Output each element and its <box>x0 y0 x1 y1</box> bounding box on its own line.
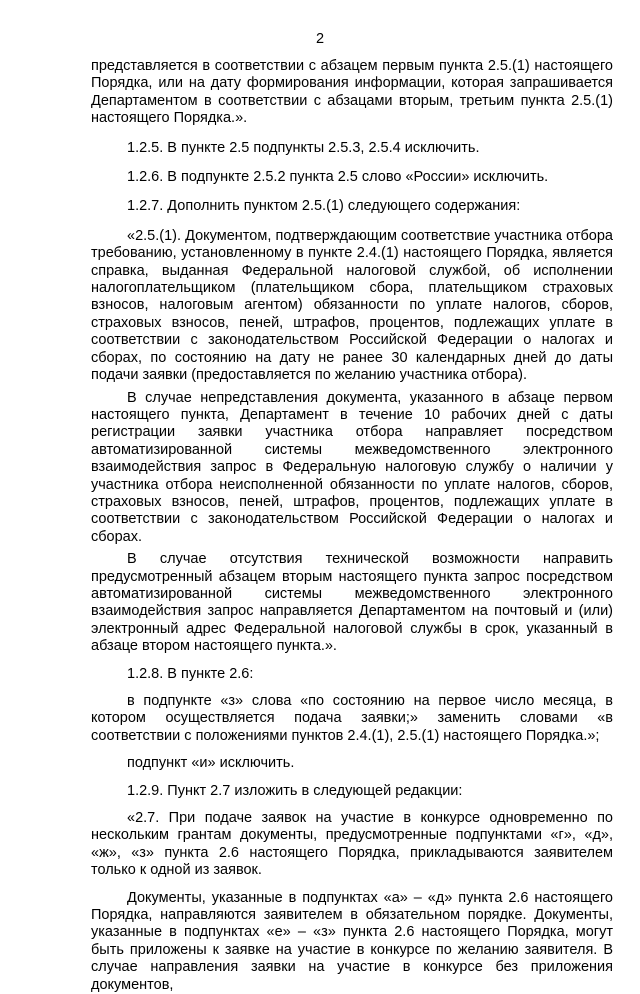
paragraph-subpoint-z: в подпункте «з» слова «по состоянию на первое число месяца, в котором осуществляется подача заявки;» заменить словами «в соответствии с положениями пунктов 2.4.(1), 2.5.(1) настоящего Порядка.»; <box>91 693 613 744</box>
paragraph-continuation: представляется в соответствии с абзацем первым пункта 2.5.(1) настоящего Порядка, или на дату формирования информации, которая запрашивается Департаментом в соответствии с абзацами вторым, третьим пункта 2.5.(1) настоящего Порядка.». <box>91 58 613 127</box>
paragraph-1-2-7: 1.2.7. Дополнить пунктом 2.5.(1) следующего содержания: <box>127 198 521 215</box>
paragraph-nonsubmission: В случае непредставления документа, указанного в абзаце первом настоящего пункта, Департамент в течение 10 рабочих дней с даты регистрации заявки участника отбора направляет посредством автоматизированной системы межведомственного электронного взаимодействия запрос в Федеральную налоговую службу о наличии у участника отбора неисполненной обязанности по уплате налогов, сборов, страховых взносов, пеней, штрафов, процентов, подлежащих уплате в соответствии с законодательством Российской Федерации о налогах и сборах. <box>91 389 613 545</box>
paragraph-no-technical-possibility: В случае отсутствия технической возможности направить предусмотренный абзацем вторым настоящего пункта запрос посредством автоматизированной системы межведомственного электронного взаимодействия запрос направляется Департаментом на почтовый и (или) электронный адрес Федеральной налоговой службы в срок, указанный в абзаце втором настоящего пункта.». <box>91 551 613 655</box>
paragraph-documents: Документы, указанные в подпунктах «а» – «д» пункта 2.6 настоящего Порядка, направляются заявителем в обязательном порядке. Документы, указанные в подпунктах «е» – «з» пункта 2.6 настоящего Порядка, могут быть приложены к заявке на участие в конкурсе по желанию заявителя. В случае направления заявки на участие в конкурсе без приложения документов, <box>91 889 613 993</box>
paragraph-1-2-5: 1.2.5. В пункте 2.5 подпункты 2.5.3, 2.5.4 исключить. <box>127 139 480 156</box>
page-number: 2 <box>315 31 325 47</box>
paragraph-1-2-9: 1.2.9. Пункт 2.7 изложить в следующей редакции: <box>127 782 463 799</box>
paragraph-subpoint-i: подпункт «и» исключить. <box>127 755 295 772</box>
document-body <box>91 58 613 994</box>
paragraph-1-2-8: 1.2.8. В пункте 2.6: <box>127 665 254 682</box>
paragraph-2-7: «2.7. При подаче заявок на участие в конкурсе одновременно по нескольким грантам документы, предусмотренные подпунктами «г», «д», «ж», «з» пункта 2.6 настоящего Порядка, прикладываются заявителем только к одной из заявок. <box>91 810 613 879</box>
paragraph-1-2-6: 1.2.6. В подпункте 2.5.2 пункта 2.5 слово «России» исключить. <box>127 169 549 186</box>
paragraph-2-5-1: «2.5.(1). Документом, подтверждающим соответствие участника отбора требованию, установленному в пункте 2.4.(1) настоящего Порядка, является справка, выданная Федеральной налоговой службой, об исполнении налогоплательщиком (плательщиком сбора, плательщиком страховых взносов, налоговым агентом) обязанности по уплате налогов, сборов, страховых взносов, пеней, штрафов, процентов, подлежащих уплате в соответствии с законодательством Российской Федерации о налогах и сборах, по состоянию на дату не ранее 30 календарных дней до даты подачи заявки (предоставляется по желанию участника отбора). <box>91 227 613 384</box>
